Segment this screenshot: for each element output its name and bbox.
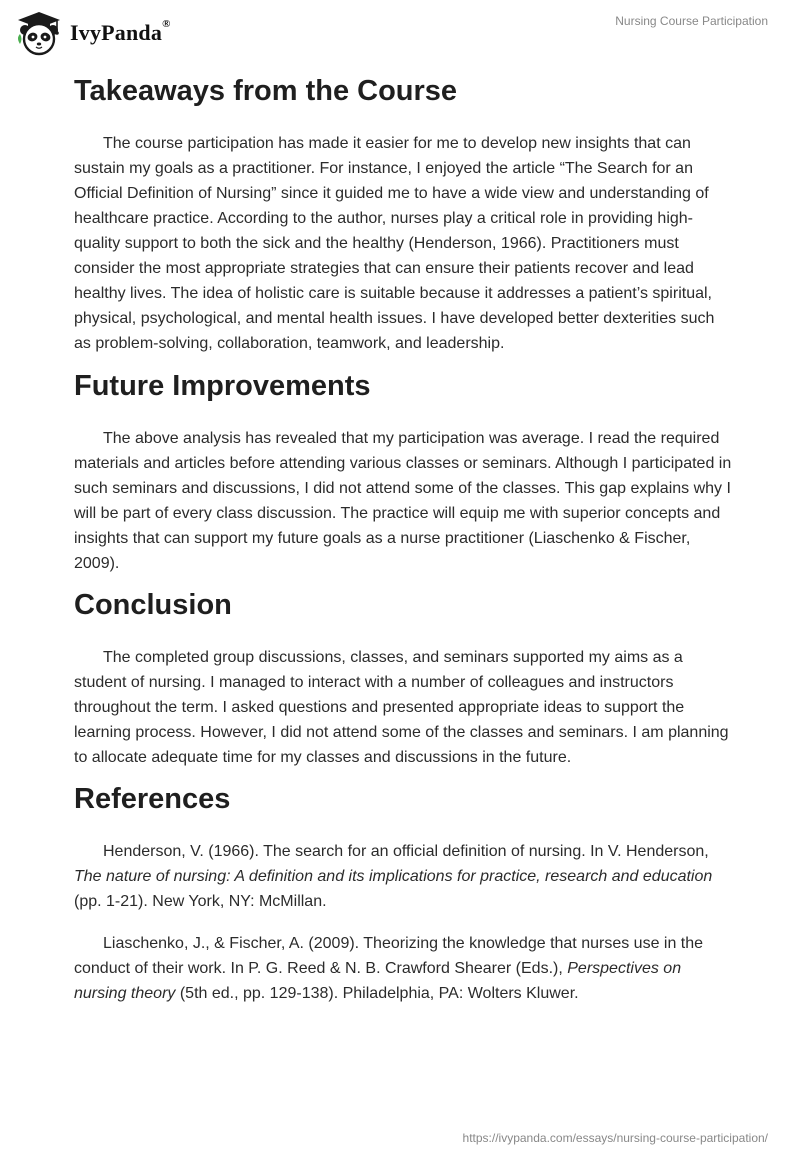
essay-content — [74, 72, 734, 1006]
panda-graduate-icon — [14, 8, 64, 58]
document-title: Nursing Course Participation — [615, 14, 768, 28]
source-url-link[interactable]: https://ivypanda.com/essays/nursing-course-participation/ — [462, 1131, 768, 1145]
section-heading: Future Improvements — [74, 370, 371, 402]
brand-name: IvyPanda® — [70, 18, 171, 45]
references-heading: References — [74, 783, 231, 815]
section-heading: Takeaways from the Course — [74, 75, 458, 107]
section-paragraph: The completed group discussions, classes, and seminars supported my aims as a student of nursing. I managed to interact with a number of colleagues and instructors throughout the term. I asked questions and presented appropriate ideas to support the learning process. However, I did not attend some of the classes and seminars. I am planning to allocate adequate time for my classes and discussions in the future. — [74, 649, 729, 766]
ivypanda-logo[interactable] — [14, 8, 171, 58]
section-paragraph: The above analysis has revealed that my participation was average. I read the required materials and articles before attending various classes or seminars. Although I participated in such seminars and discussions, I did not attend some of the classes. This gap explains why I will be part of every class discussion. The practice will equip me with superior concepts and insights that can support my future goals as a nurse practitioner (Liaschenko & Fischer, 2009). — [74, 430, 732, 572]
section-heading: Conclusion — [74, 589, 232, 621]
page-header — [0, 0, 800, 64]
reference-entry: Henderson, V. (1966). The search for an official definition of nursing. In V. Henderson, The nature of nursing: A definition and its implications for practice, research and education (pp. 1-21). New York, NY: McMillan. — [74, 843, 713, 910]
section-paragraph: The course participation has made it easier for me to develop new insights that can sustain my goals as a practitioner. For instance, I enjoyed the article “The Search for an Official Definition of Nursing” since it guided me to have a wide view and understanding of healthcare practice. According to the author, nurses play a critical role in providing high-quality support to both the sick and the healthy (Henderson, 1966). Practitioners must consider the most appropriate strategies that can ensure their patients recover and lead healthy lives. The idea of holistic care is suitable because it addresses a patient’s spiritual, physical, psychological, and mental health issues. I have developed better dexterities such as problem-solving, collaboration, teamwork, and leadership. — [74, 135, 715, 352]
reference-entry: Liaschenko, J., & Fischer, A. (2009). Theorizing the knowledge that nurses use in the conduct of their work. In P. G. Reed & N. B. Crawford Shearer (Eds.), Perspectives on nursing theory (5th ed., pp. 129-138). Philadelphia, PA: Wolters Kluwer. — [74, 935, 704, 1002]
